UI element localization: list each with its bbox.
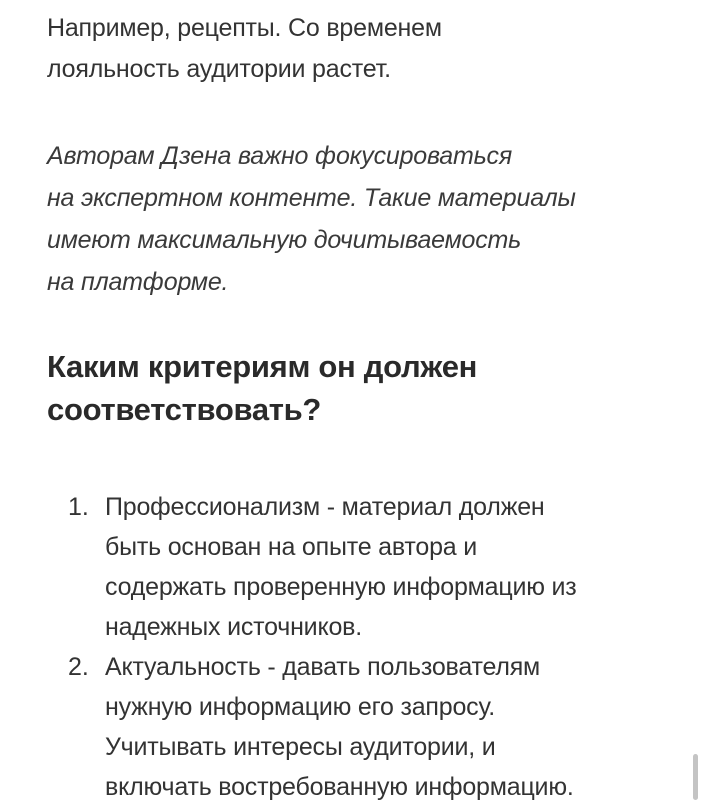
list-item-line: быть основан на опыте автора и [105,533,477,561]
list-item-line: включать востребованную информацию. [105,773,574,801]
scrollbar-thumb[interactable] [693,754,698,800]
paragraph-line: лояльность аудитории растет. [47,55,391,83]
list-item-line: нужную информацию его запросу. [105,693,496,721]
quote-line: на экспертном контенте. Такие материалы [47,184,576,212]
list-item-line: содержать проверенную информацию из [105,573,577,601]
list-item-line: надежных источников. [105,613,362,641]
section-heading: соответствовать? [47,392,322,427]
list-item-line: Актуальность - давать пользователям [105,653,541,681]
list-number: 2. [68,653,89,681]
paragraph-line: Например, рецепты. Со временем [47,14,442,42]
quote-line: имеют максимальную дочитываемость [47,226,522,254]
list-item-line: Профессионализм - материал должен [105,493,545,521]
quote-line: на платформе. [47,268,229,296]
list-item-line: Учитывать интересы аудитории, и [105,733,496,761]
list-number: 1. [68,493,89,521]
section-heading: Каким критериям он должен [47,349,478,384]
quote-line: Авторам Дзена важно фокусироваться [47,142,513,170]
